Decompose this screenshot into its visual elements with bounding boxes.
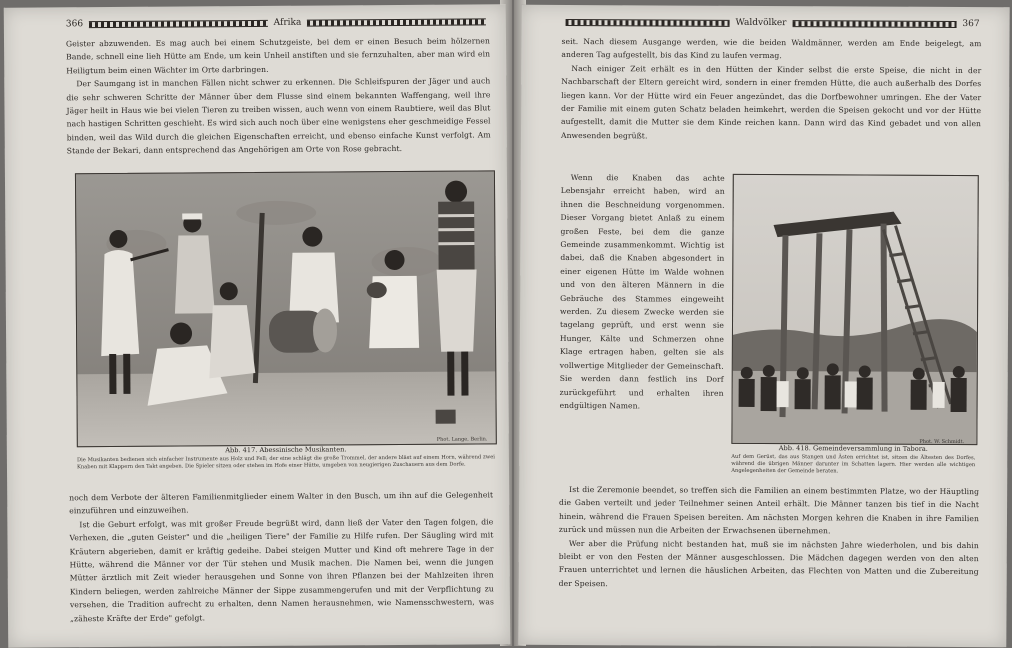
paragraph: noch dem Verbote der älteren Familienmitglieder einem Walter in den Busch, um ihn auf die Gelegenheit einzuführen und einzuweihen. — [69, 488, 493, 518]
left-page — [4, 4, 510, 647]
header-ornament — [307, 18, 486, 26]
right-text-column — [560, 171, 725, 413]
left-running-header — [66, 16, 486, 29]
header-ornament — [792, 20, 956, 28]
paragraph: Wer aber die Prüfung nicht bestanden hat, muß sie im nächsten Jahre wiederholen, und bis dahin bleibt er von den Festen der Männer ausgeschlossen. Die Mädchen dagegen werden von den alten Frauen unterrichtet und lernen die häuslichen Arbeiten, das Flechten von Matten und die Zubereitung der Speisen. — [559, 537, 979, 593]
right-text-top — [561, 35, 982, 144]
left-page-number: 366 — [66, 19, 83, 29]
left-running-head: Afrika — [274, 18, 302, 28]
photo-caption-body: Die Musikanten bedienen sich einfacher Instrumente aus Holz und Fell; der eine schlägt die große Trommel, der andere bläst auf einem Horn, während zwei Knaben mit Klappern den Takt angeben. Die Spieler sitzen oder stehen im Hofe einer Hütte, umgeben von neugierigen Zuschauern aus dem Dorfe. — [77, 454, 495, 471]
assembly-photo-image — [732, 175, 977, 444]
right-running-header — [566, 17, 980, 29]
photo-caption-title: Abb. 418. Gemeindeversammlung in Tabora. — [731, 444, 975, 453]
paragraph: Ist die Zeremonie beendet, so treffen sich die Familien an einem bestimmten Platze, wo der Häuptling die Gaben verteilt und jeder Teilnehmer seinen Anteil erhält. Die Männer tanzen bis tief in die Nacht hinein, während die Frauen Speisen bereiten. Am nächsten Morgen kehren die Knaben in ihre Familien zurück und müssen nun die Arbeiten der Erwachsenen übernehmen. — [559, 483, 979, 539]
photo-caption-body: Auf dem Gerüst, das aus Stangen und Ästen errichtet ist, sitzen die Ältesten des Dorfes, während die übrigen Männer darunter im Schatten lagern. Hier werden alle wichtigen Angelegenheiten der Gemeinde beraten. — [731, 454, 975, 476]
photo-caption-title: Abb. 417. Abessinische Musikanten. — [77, 444, 495, 455]
paragraph: Ist die Geburt erfolgt, was mit großer Freude begrüßt wird, dann ließ der Vater den Tagen folgen, die Verhexen, die „guten Geister" und die „heiligen Tiere" der Familie zu Hilfe rufen. Der Säugling wird mit Kräutern abgerieben, damit er kräftig gedeihe. Dabei steigen Mutter und Kind oft mehrere Tage in der Hütte, während die Männer vor der Tür stehen und Musik machen. Die Namen bei, wenn die jungen Mütter ärztlich mit Zeit wieder herausgehen und Sonne von ihren Pflanzen bei der Mahlzeiten ihren Kindern beliegen, werden zahlreiche Männer der Sippe zusammengerufen und mit der Verpflichtung zu versehen, die Tradition aufrecht zu erhalten, denn Namen herausnehmen, wie Namensschwestern, was „zäheste Kräfte der Erde" gefolgt. — [69, 515, 494, 625]
header-ornament — [566, 18, 730, 26]
musicians-photo-image — [76, 171, 496, 446]
photo-credit: Phot. Lange, Berlin. — [437, 436, 488, 442]
right-running-head: Waldvölker — [735, 18, 786, 28]
photo-musicians — [75, 170, 497, 447]
header-ornament — [89, 19, 268, 27]
paragraph: Geister abzuwenden. Es mag auch bei einem Schutzgeiste, bei dem er einen Besuch beim hölzernen Bande, schnell eine lieh Hütte am Ende, um kein Unheil anstiften und sie fernzuhalten, aber man wird ein Heiligtum beim einen Wächter im Orte darbringen. — [66, 34, 490, 77]
right-text-bottom — [559, 483, 980, 592]
photo-credit: Phot. W. Schmidt. — [919, 439, 964, 445]
left-text-top — [66, 34, 491, 158]
photo-assembly — [731, 174, 978, 445]
paragraph: Wenn die Knaben das achte Lebensjahr erreicht haben, wird an ihnen die Beschneidung vorgenommen. Dieser Vorgang bietet Anlaß zu einem großen Feste, bei dem die ganze Gemeinde zusammenkommt. Wichtig ist dabei, daß die Knaben abgesondert in einer eigenen Hütte im Walde wohnen und von den älteren Männern in die Gebräuche des Stammes eingeweiht werden. Zu diesem Zwecke werden sie tagelang geprüft, und erst wenn sie Hunger, Kälte und Schmerzen ohne Klage ertragen haben, gelten sie als vollwertige Mitglieder der Gemeinschaft. Sie werden dann festlich ins Dorf zurückgeführt und erhalten ihren endgültigen Namen. — [560, 171, 725, 413]
left-text-bottom — [69, 488, 494, 625]
paragraph: Der Saumgang ist in manchen Fällen nicht schwer zu erkennen. Die Schleifspuren der Jäger und auch die sehr schweren Schritte der Männer über dem Flusse sind einem bekannten Waffengang, weil ihre Jäger heilt in Haus wie bei vielen Tieren zu treiben wissen, auch wenn von einem Raubtiere, weil das Blut nach hastigen Schritten geschieht. Es wird sich auch noch über eine wenigstens eher geschmeidige Fessel binden, weil das Wild durch die gleichen Eigenschaften erreicht, und ebenso einfache Kunst verfolgt. Am Stande der Bekari, dann entsprechend das Angehörigen am Orte von Rose gebracht. — [66, 75, 491, 158]
paragraph: seit. Nach diesem Ausgange werden, wie die beiden Waldmänner, werden am Ende beigelegt, am anderen Tag aufgestellt, bis das Kind zu laufen vermag. — [561, 35, 981, 64]
paragraph: Nach einiger Zeit erhält es in den Hütten der Kinder selbst die erste Speise, die nicht in der Nachbarschaft der Eltern gereicht wird, sondern in einer fremden Hütte, die auch außerhalb des Dorfes liegen kann. Vor der Hütte wird ein Feuer angezündet, das die Dorfbewohner umringen. Ehe der Vater der Familie mit einem guten Schatz beladen heimkehrt, werden die Speisen gekocht und vor der Hütte aufgestellt, damit die Mutter sie dem Kinde reichen kann. Dann wird das Kind gebadet und von allen Anwesenden begrüßt. — [561, 62, 981, 145]
right-page — [518, 5, 1009, 648]
right-page-number: 367 — [962, 19, 979, 29]
